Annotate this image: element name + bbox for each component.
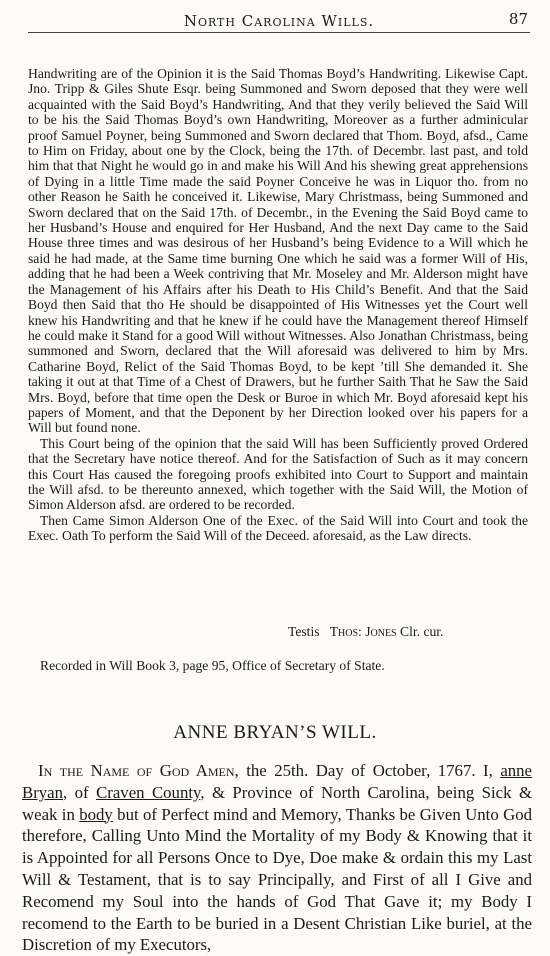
testis-signature bbox=[288, 624, 443, 640]
testis-word: Testis bbox=[288, 624, 320, 639]
paragraph-testimony: Handwriting are of the Opinion it is the Said Thomas Boyd’s Handwriting. Likewise Capt. Jno. Tripp & Giles Shute Esqr. being Summoned and Sworn deposed that they were well acquainted with the Said Boyd’s Handwriting, And that they verily believed the Said Will to be his the Said Thomas Boyd’s own Handwriting, Moreover as a further adminicular proof Samuel Poyner, being Summoned and Sworn declared that Thom. Boyd, afsd., Came to Him on Friday, about one by the Clock, being the 17th. of Decembr. last past, and told him that that Night he would go in and make his Will And his shewing great apprehensions of Dying in a little Time made the said Poyner Conceive he was in Liquor tho. from no other Reason he Saith he conceived it. Likewise, Mary Christmass, being Summoned and Sworn declared that on the Said 17th. of Decembr., in the Evening the Said Boyd came to her Husband’s House and enquired for Her Husband, And the next Day came to the Said House three times and was desirous of her Husband’s being Evidence to a Will which he said he had made, at the Same time burning One which he said was a former Will of His, adding that he had been a Week contriving that Mr. Moseley and Mr. Alderson might have the Management of his Affairs after his Death to His Child’s Benefit. And that the Said Boyd then Said that tho He should be disappointed of His Witnesses yet the Court well knew his Handwriting and that he knew if he could have the Management thereof Himself he could make it Stand for a good Will without Witnesses. Also Jonathan Christmass, being summoned and Sworn, declared that the Will aforesaid was delivered to him by Mrs. Catharine Boyd, Relict of the Said Thomas Boyd, to be kept ’till She demanded it. She taking it out at that Time of a Chest of Drawers, but he further Saith That he Saw the Said Mrs. Boyd, before that time open the Desk or Buroe in which Mr. Boyd aforesaid kept his papers of Moment, and that the Deponent by her Direction looked over his papers for a Will but found none. bbox=[28, 66, 528, 436]
testis-signer: Thos: Jones bbox=[329, 624, 397, 639]
testis-suffix: Clr. cur. bbox=[400, 624, 444, 639]
court-proceedings bbox=[28, 66, 528, 544]
will-opening-caps: In the Name of God Amen bbox=[38, 761, 235, 780]
will-county: Craven County bbox=[96, 782, 201, 802]
will-rest: but of Perfect mind and Memory, Thanks be Given Unto God therefore, Calling Unto Mind the Mortality of my Body & Knowing that it is Appointed for all Persons Once to Dye, Doe make & ordain this my Last Will & Testament, that is to say Principally, and First of all I Give and Recomend my Soul into the hands of God That Gave it; my Body I recomend to the Earth to be buried in a Desent Christian Like buriel, at the Discretion of my Executors, bbox=[22, 804, 532, 955]
will-body-phrase: body bbox=[79, 804, 113, 824]
will-mid-2: , & Province of North Carolina, being Sick & weak in bbox=[22, 782, 532, 824]
will-paragraph bbox=[22, 760, 532, 956]
paragraph-court-order: This Court being of the opinion that the said Will has been Sufficiently proved Ordered that the Secretary have notice thereof. And for the Satisfaction of Such as it may concern this Court Has caused the foregoing proofs exhibited into Court to Support and maintain the Will afsd. to be thereunto annexed, which together with the Said Will, the Motion of Simon Alderson afsd. are ordered to be recorded. bbox=[28, 435, 528, 513]
will-title: ANNE BRYAN’S WILL. bbox=[173, 722, 377, 743]
will-body bbox=[22, 760, 532, 956]
running-header bbox=[28, 10, 530, 33]
will-testator-name: anne Bryan bbox=[22, 761, 532, 802]
will-mid-1: , of bbox=[63, 782, 97, 802]
paragraph-executor-oath: Then Came Simon Alderson One of the Exec. of the Said Will into Court and took the Exec. Oath To perform the Said Will of the Deceed. aforesaid, as the Law directs. bbox=[28, 512, 528, 544]
running-title: North Carolina Wills. bbox=[183, 12, 375, 30]
will-opening-rest: , the 25th. Day of October, 1767. I, bbox=[234, 761, 501, 780]
page-number: 87 bbox=[508, 10, 528, 28]
recorded-note: Recorded in Will Book 3, page 95, Office of Secretary of State. bbox=[40, 658, 385, 673]
